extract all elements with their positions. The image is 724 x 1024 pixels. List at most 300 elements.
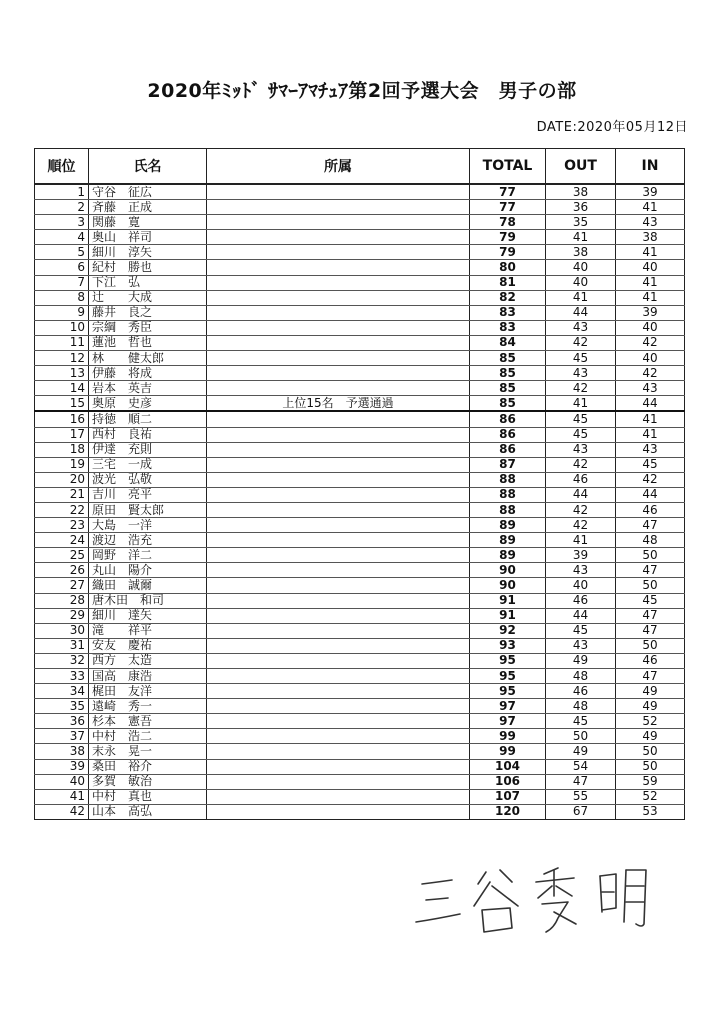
results-body: [35, 184, 685, 819]
org-cell: [207, 366, 470, 381]
rank-cell: 8: [35, 290, 89, 305]
in-cell: 47: [616, 669, 685, 684]
rank-cell: 16: [35, 411, 89, 427]
table-row: [35, 230, 685, 245]
org-cell: [207, 744, 470, 759]
table-row: [35, 215, 685, 230]
out-cell: 43: [546, 638, 616, 653]
out-cell: 46: [546, 472, 616, 487]
name-cell: 紀村 勝也: [89, 260, 207, 275]
table-row: [35, 684, 685, 699]
out-cell: 45: [546, 714, 616, 729]
rank-cell: 3: [35, 215, 89, 230]
name-cell: 奥原 史彦: [89, 396, 207, 412]
rank-cell: 14: [35, 381, 89, 396]
table-row: [35, 290, 685, 305]
rank-cell: 29: [35, 608, 89, 623]
rank-cell: 19: [35, 457, 89, 472]
rank-cell: 10: [35, 320, 89, 335]
table-row: [35, 457, 685, 472]
org-cell: [207, 411, 470, 427]
in-cell: 45: [616, 593, 685, 608]
total-cell: 95: [470, 653, 546, 668]
rank-cell: 41: [35, 789, 89, 804]
org-cell: [207, 518, 470, 533]
rank-cell: 25: [35, 548, 89, 563]
out-cell: 42: [546, 457, 616, 472]
in-cell: 39: [616, 184, 685, 200]
out-cell: 44: [546, 608, 616, 623]
name-cell: 山本 高弘: [89, 804, 207, 819]
table-row: [35, 381, 685, 396]
out-cell: 45: [546, 411, 616, 427]
table-row: [35, 563, 685, 578]
in-cell: 50: [616, 759, 685, 774]
out-cell: 40: [546, 578, 616, 593]
rank-cell: 17: [35, 427, 89, 442]
in-cell: 47: [616, 518, 685, 533]
out-cell: 41: [546, 230, 616, 245]
table-row: [35, 593, 685, 608]
rank-cell: 18: [35, 442, 89, 457]
out-cell: 40: [546, 260, 616, 275]
out-cell: 45: [546, 351, 616, 366]
out-cell: 40: [546, 275, 616, 290]
rank-cell: 1: [35, 184, 89, 200]
org-cell: [207, 381, 470, 396]
total-cell: 97: [470, 699, 546, 714]
table-row: [35, 427, 685, 442]
in-cell: 50: [616, 578, 685, 593]
org-cell: [207, 638, 470, 653]
rank-cell: 20: [35, 472, 89, 487]
header-row: [35, 149, 685, 185]
in-cell: 50: [616, 744, 685, 759]
table-row: [35, 759, 685, 774]
table-row: [35, 729, 685, 744]
org-cell: [207, 320, 470, 335]
in-cell: 47: [616, 608, 685, 623]
in-cell: 38: [616, 230, 685, 245]
out-cell: 41: [546, 533, 616, 548]
total-cell: 90: [470, 563, 546, 578]
name-cell: 西村 良祐: [89, 427, 207, 442]
in-cell: 46: [616, 502, 685, 517]
rank-cell: 24: [35, 533, 89, 548]
org-cell: [207, 669, 470, 684]
org-cell: [207, 804, 470, 819]
out-cell: 45: [546, 427, 616, 442]
name-cell: 奥山 祥司: [89, 230, 207, 245]
org-cell: [207, 533, 470, 548]
name-cell: 国高 康浩: [89, 669, 207, 684]
out-cell: 48: [546, 699, 616, 714]
in-cell: 46: [616, 653, 685, 668]
org-cell: [207, 260, 470, 275]
table-row: [35, 200, 685, 215]
org-cell: [207, 184, 470, 200]
table-row: [35, 502, 685, 517]
rank-cell: 9: [35, 305, 89, 320]
table-row: [35, 305, 685, 320]
total-cell: 97: [470, 714, 546, 729]
name-cell: 丸山 陽介: [89, 563, 207, 578]
total-cell: 83: [470, 320, 546, 335]
in-cell: 44: [616, 487, 685, 502]
total-cell: 85: [470, 351, 546, 366]
out-cell: 35: [546, 215, 616, 230]
org-cell: [207, 608, 470, 623]
table-row: [35, 260, 685, 275]
name-cell: 中村 真也: [89, 789, 207, 804]
org-cell: [207, 623, 470, 638]
name-cell: 末永 晃一: [89, 744, 207, 759]
org-cell: [207, 487, 470, 502]
out-cell: 42: [546, 381, 616, 396]
name-cell: 岩本 英吉: [89, 381, 207, 396]
org-cell: [207, 578, 470, 593]
table-row: [35, 578, 685, 593]
name-cell: 斉藤 正成: [89, 200, 207, 215]
out-cell: 54: [546, 759, 616, 774]
out-cell: 43: [546, 563, 616, 578]
table-row: [35, 320, 685, 335]
in-cell: 41: [616, 275, 685, 290]
in-cell: 43: [616, 381, 685, 396]
total-cell: 99: [470, 729, 546, 744]
rank-cell: 21: [35, 487, 89, 502]
rank-cell: 5: [35, 245, 89, 260]
header-name: 氏名: [89, 149, 207, 185]
out-cell: 49: [546, 744, 616, 759]
header-rank: 順位: [35, 149, 89, 185]
name-cell: 細川 達矢: [89, 608, 207, 623]
rank-cell: 6: [35, 260, 89, 275]
total-cell: 77: [470, 200, 546, 215]
out-cell: 46: [546, 593, 616, 608]
rank-cell: 36: [35, 714, 89, 729]
out-cell: 42: [546, 502, 616, 517]
rank-cell: 26: [35, 563, 89, 578]
org-cell: [207, 200, 470, 215]
rank-cell: 35: [35, 699, 89, 714]
out-cell: 41: [546, 290, 616, 305]
out-cell: 43: [546, 442, 616, 457]
org-cell: [207, 593, 470, 608]
in-cell: 42: [616, 366, 685, 381]
name-cell: 岡野 洋二: [89, 548, 207, 563]
name-cell: 波光 弘敬: [89, 472, 207, 487]
total-cell: 79: [470, 245, 546, 260]
table-row: [35, 396, 685, 412]
name-cell: 伊達 充則: [89, 442, 207, 457]
table-row: [35, 623, 685, 638]
org-cell: [207, 335, 470, 350]
in-cell: 40: [616, 320, 685, 335]
out-cell: 44: [546, 487, 616, 502]
in-cell: 49: [616, 729, 685, 744]
name-cell: 伊藤 将成: [89, 366, 207, 381]
rank-cell: 33: [35, 669, 89, 684]
name-cell: 中村 浩二: [89, 729, 207, 744]
table-row: [35, 533, 685, 548]
in-cell: 52: [616, 714, 685, 729]
out-cell: 50: [546, 729, 616, 744]
rank-cell: 11: [35, 335, 89, 350]
total-cell: 106: [470, 774, 546, 789]
name-cell: 吉川 亮平: [89, 487, 207, 502]
rank-cell: 7: [35, 275, 89, 290]
name-cell: 大島 一洋: [89, 518, 207, 533]
name-cell: 下江 弘: [89, 275, 207, 290]
total-cell: 80: [470, 260, 546, 275]
table-row: [35, 714, 685, 729]
table-row: [35, 275, 685, 290]
name-cell: 三宅 一成: [89, 457, 207, 472]
name-cell: 細川 淳矢: [89, 245, 207, 260]
name-cell: 杉本 憲吾: [89, 714, 207, 729]
rank-cell: 37: [35, 729, 89, 744]
org-cell: [207, 457, 470, 472]
total-cell: 83: [470, 305, 546, 320]
total-cell: 82: [470, 290, 546, 305]
rank-cell: 31: [35, 638, 89, 653]
name-cell: 藤井 良之: [89, 305, 207, 320]
org-cell: [207, 563, 470, 578]
in-cell: 41: [616, 200, 685, 215]
org-cell: [207, 275, 470, 290]
total-cell: 84: [470, 335, 546, 350]
document-title: 2020年ﾐｯﾄﾞ ｻﾏｰｱﾏﾁｭｱ第2回予選大会 男子の部: [147, 80, 577, 102]
handwritten-signature: [408, 862, 668, 938]
name-cell: 織田 誠爾: [89, 578, 207, 593]
total-cell: 89: [470, 518, 546, 533]
total-cell: 95: [470, 684, 546, 699]
rank-cell: 28: [35, 593, 89, 608]
out-cell: 38: [546, 245, 616, 260]
org-cell: [207, 290, 470, 305]
date-label: DATE:2020年05月12日: [536, 120, 688, 135]
table-row: [35, 699, 685, 714]
org-cell: [207, 699, 470, 714]
org-cell: [207, 245, 470, 260]
name-cell: 遠崎 秀一: [89, 699, 207, 714]
total-cell: 85: [470, 366, 546, 381]
out-cell: 47: [546, 774, 616, 789]
in-cell: 47: [616, 623, 685, 638]
rank-cell: 34: [35, 684, 89, 699]
rank-cell: 4: [35, 230, 89, 245]
rank-cell: 32: [35, 653, 89, 668]
total-cell: 86: [470, 427, 546, 442]
org-cell: 上位15名 予選通過: [207, 396, 470, 412]
out-cell: 41: [546, 396, 616, 412]
total-cell: 104: [470, 759, 546, 774]
total-cell: 91: [470, 608, 546, 623]
in-cell: 41: [616, 290, 685, 305]
rank-cell: 38: [35, 744, 89, 759]
rank-cell: 15: [35, 396, 89, 412]
table-row: [35, 804, 685, 819]
org-cell: [207, 789, 470, 804]
out-cell: 43: [546, 366, 616, 381]
in-cell: 41: [616, 411, 685, 427]
total-cell: 107: [470, 789, 546, 804]
in-cell: 45: [616, 457, 685, 472]
in-cell: 42: [616, 472, 685, 487]
in-cell: 47: [616, 563, 685, 578]
rank-cell: 40: [35, 774, 89, 789]
total-cell: 88: [470, 487, 546, 502]
out-cell: 46: [546, 684, 616, 699]
in-cell: 39: [616, 305, 685, 320]
name-cell: 持徳 順二: [89, 411, 207, 427]
header-in: IN: [616, 149, 685, 185]
org-cell: [207, 684, 470, 699]
table-row: [35, 442, 685, 457]
table-row: [35, 411, 685, 427]
name-cell: 多賀 敏治: [89, 774, 207, 789]
name-cell: 安友 慶祐: [89, 638, 207, 653]
total-cell: 90: [470, 578, 546, 593]
org-cell: [207, 305, 470, 320]
rank-cell: 27: [35, 578, 89, 593]
out-cell: 42: [546, 518, 616, 533]
out-cell: 43: [546, 320, 616, 335]
out-cell: 48: [546, 669, 616, 684]
total-cell: 85: [470, 381, 546, 396]
table-row: [35, 774, 685, 789]
rank-cell: 23: [35, 518, 89, 533]
table-row: [35, 744, 685, 759]
table-row: [35, 669, 685, 684]
table-row: [35, 366, 685, 381]
rank-cell: 2: [35, 200, 89, 215]
total-cell: 91: [470, 593, 546, 608]
out-cell: 49: [546, 653, 616, 668]
rank-cell: 22: [35, 502, 89, 517]
in-cell: 50: [616, 548, 685, 563]
table-row: [35, 638, 685, 653]
out-cell: 36: [546, 200, 616, 215]
in-cell: 49: [616, 699, 685, 714]
in-cell: 40: [616, 351, 685, 366]
name-cell: 滝 祥平: [89, 623, 207, 638]
total-cell: 92: [470, 623, 546, 638]
total-cell: 78: [470, 215, 546, 230]
rank-cell: 39: [35, 759, 89, 774]
in-cell: 43: [616, 215, 685, 230]
total-cell: 88: [470, 472, 546, 487]
org-cell: [207, 442, 470, 457]
name-cell: 関藤 寛: [89, 215, 207, 230]
header-total: TOTAL: [470, 149, 546, 185]
table-row: [35, 789, 685, 804]
org-cell: [207, 427, 470, 442]
org-cell: [207, 714, 470, 729]
table-row: [35, 472, 685, 487]
total-cell: 87: [470, 457, 546, 472]
name-cell: 原田 賢太郎: [89, 502, 207, 517]
name-cell: 守谷 征広: [89, 184, 207, 200]
rank-cell: 42: [35, 804, 89, 819]
out-cell: 55: [546, 789, 616, 804]
total-cell: 89: [470, 533, 546, 548]
org-cell: [207, 351, 470, 366]
in-cell: 41: [616, 427, 685, 442]
total-cell: 93: [470, 638, 546, 653]
in-cell: 42: [616, 335, 685, 350]
table-row: [35, 351, 685, 366]
org-cell: [207, 548, 470, 563]
org-cell: [207, 729, 470, 744]
in-cell: 48: [616, 533, 685, 548]
header-org: 所属: [207, 149, 470, 185]
table-row: [35, 335, 685, 350]
in-cell: 44: [616, 396, 685, 412]
name-cell: 蓮池 哲也: [89, 335, 207, 350]
rank-cell: 30: [35, 623, 89, 638]
org-cell: [207, 472, 470, 487]
table-row: [35, 518, 685, 533]
header-out: OUT: [546, 149, 616, 185]
out-cell: 44: [546, 305, 616, 320]
table-row: [35, 548, 685, 563]
total-cell: 81: [470, 275, 546, 290]
out-cell: 42: [546, 335, 616, 350]
total-cell: 79: [470, 230, 546, 245]
total-cell: 99: [470, 744, 546, 759]
out-cell: 67: [546, 804, 616, 819]
total-cell: 88: [470, 502, 546, 517]
org-cell: [207, 502, 470, 517]
out-cell: 39: [546, 548, 616, 563]
org-cell: [207, 774, 470, 789]
total-cell: 86: [470, 442, 546, 457]
in-cell: 53: [616, 804, 685, 819]
results-table: [34, 148, 685, 820]
out-cell: 45: [546, 623, 616, 638]
total-cell: 95: [470, 669, 546, 684]
org-cell: [207, 230, 470, 245]
table-row: [35, 184, 685, 200]
table-row: [35, 653, 685, 668]
name-cell: 桑田 裕介: [89, 759, 207, 774]
total-cell: 77: [470, 184, 546, 200]
name-cell: 辻 大成: [89, 290, 207, 305]
table-row: [35, 608, 685, 623]
out-cell: 38: [546, 184, 616, 200]
table-row: [35, 245, 685, 260]
total-cell: 85: [470, 396, 546, 412]
in-cell: 52: [616, 789, 685, 804]
in-cell: 49: [616, 684, 685, 699]
org-cell: [207, 653, 470, 668]
total-cell: 89: [470, 548, 546, 563]
table-row: [35, 487, 685, 502]
in-cell: 59: [616, 774, 685, 789]
total-cell: 86: [470, 411, 546, 427]
in-cell: 40: [616, 260, 685, 275]
name-cell: 宗綱 秀臣: [89, 320, 207, 335]
name-cell: 西方 太造: [89, 653, 207, 668]
total-cell: 120: [470, 804, 546, 819]
name-cell: 梶田 友洋: [89, 684, 207, 699]
in-cell: 50: [616, 638, 685, 653]
rank-cell: 12: [35, 351, 89, 366]
name-cell: 林 健太郎: [89, 351, 207, 366]
rank-cell: 13: [35, 366, 89, 381]
